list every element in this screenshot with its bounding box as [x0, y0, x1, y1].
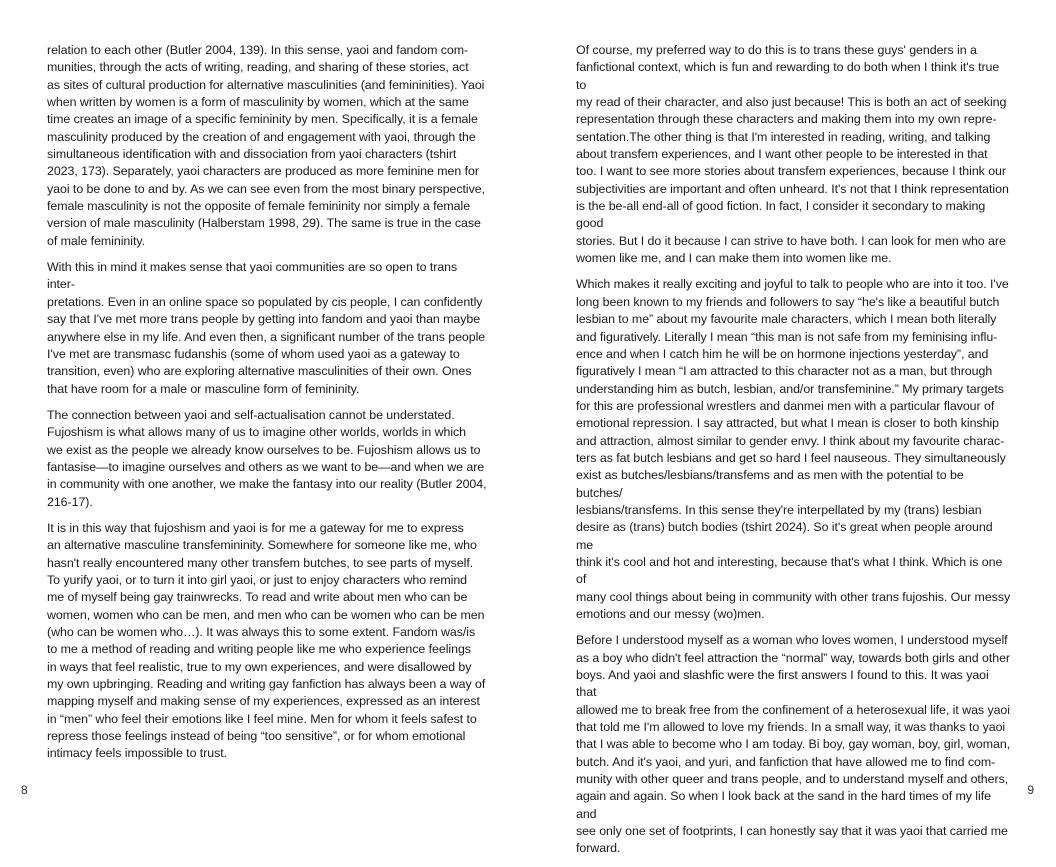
right-paragraph-1: Of course, my preferred way to do this is to trans these guys' genders in a fanfictional context, which is fun and rewarding to do both when I think it's true to my read of their character, and also just because! This is both an act of seeking representation through these characters and making them into my own repre- sentation.The other thing is that I'm interested in reading, writing, and talking about transfem experiences, and I want other people to be interested in that too. I want to see more stories about transfem experiences, because I think our subjectivities are important and often unheard. It's not that I think representation is the be-all end-all of good fiction. In fact, I consider it secondary to making good stories. But I do it because I can strive to have both. I can look for men who are women like me, and I can make them into women like me.: [576, 43, 1009, 266]
left-page-number: 8: [21, 783, 28, 797]
left-paragraph-1: relation to each other (Butler 2004, 139). In this sense, yaoi and fandom com- munities, through the acts of writing, reading, and sharing of these stories, act as sites of cultural production for alternative masculinities (and femininities). Yaoi when written by women is a form of masculinity by women, which at the same time creates an image of a specific femininity by men. Specifically, it is a female masculinity produced by the creation of and engagement with yaoi, through the simultaneous identification with and dissociation from yaoi characters (tshirt 2023, 173). Separately, yaoi characters are produced as more feminine men for yaoi to be done to and by. As we can see even from the most binary perspective, female masculinity is not the opposite of female femininity nor simply a female version of male masculinity (Halberstam 1998, 29). The same is true in the case of male femininity.: [47, 43, 486, 248]
right-page: [528, 0, 1056, 856]
left-paragraph-4: It is in this way that fujoshism and yaoi is for me a gateway for me to express an alternative masculine transfemininity. Somewhere for someone like me, who hasn't really encountered many other transfem butches, to see parts of myself. To yurify yaoi, or to turn it into girl yaoi, or just to enjoy characters who remind me of myself being gay trainwrecks. To read and write about men who can be women, women who can be men, and men who can be women who can be men (who can be women who…). It was always this to some extent. Fandom was/is to me a method of reading and writing people like me who experience feelings in ways that feel realistic, true to my own experiences, and were disallowed by my own upbringing. Reading and writing gay fanfiction has always been a way of mapping myself and making sense of my experiences, expressed as an interest in “men” who feel their emotions like I feel mine. Men for whom it feels safest to repress those feelings instead of being “too sensitive”, or for whom emotional intimacy feels impossible to trust.: [47, 520, 486, 761]
right-page-number: 9: [1027, 783, 1034, 797]
left-paragraph-3: The connection between yaoi and self-actualisation cannot be understated. Fujoshism is what allows many of us to imagine other worlds, worlds in which we exist as the people we already know ourselves to be. Fujoshism allows us to fantasise—to imagine ourselves and others as we want to be—and when we are in community with one another, we make the fantasy into our reality (Butler 2004, 216-17).: [47, 407, 487, 509]
right-paragraph-3: Before I understood myself as a woman who loves women, I understood myself as a boy who didn't feel attraction the “normal” way, towards both girls and other boys. And yaoi and slashfic were the first answers I found to this. It was yaoi that allowed me to break free from the confinement of a heterosexual life, it was yaoi that told me I'm allowed to love my friends. In a small way, it was thanks to yaoi that I was able to become who I am today. Bi boy, gay woman, boy, girl, woman, butch. And it's yaoi, and yuri, and fanfiction that have allowed me to find com- munity with other queer and trans people, and to understand myself and others, again and again. So when I look back at the sand in the hard times of my life and see only one set of footprints, I can honestly say that it was yaoi that carried me forward.: [576, 633, 1011, 856]
left-page-text-column: [47, 42, 487, 772]
left-paragraph-2: With this in mind it makes sense that yaoi communities are so open to trans inter- pretations. Even in an online space so populated by cis people, I can confidently say that I've met more trans people by getting into fandom and yaoi than maybe anywhere else in my life. And even then, a significant number of the trans people I've met are transmasc fudanshis (some of whom used yaoi as a gateway to transition, even) who are exploring alternative masculinities of their own. Ones that have room for a male or masculine form of femininity.: [47, 260, 486, 396]
right-paragraph-2: Which makes it really exciting and joyful to talk to people who are into it too. I've long been known to my friends and followers to say “he's like a beautiful butch lesbian to me” about my favourite male characters, which I mean both literally and figuratively. Literally I mean “this man is not safe from my feminising influ- ence and when I catch him he will be on hormone injections yesterday”, and figuratively I mean “I am attracted to this character not as a man, but through understanding him as butch, lesbian, and/or transfeminine.” My primary targets for this are professional wrestlers and danmei men with a particular flavour of emotional repression. I say attracted, but what I mean is closer to both kinship and attraction, almost similar to gender envy. I think about my favourite charac- ters as fat butch lesbians and get so hard I feel nauseous. They simultaneously exist as butches/lesbians/transfems and as men with the potential to be butches/ lesbians/transfems. In this sense they're interpellated by my (trans) lesbian desire as (trans) butch bodies (tshirt 2024). So it's great when people around me think it's cool and hot and interesting, because that's what I think. Which is one of many cool things about being in community with other trans fujoshis. Our messy emotions and our messy (wo)men.: [576, 277, 1011, 621]
right-page-text-column: [576, 42, 1012, 867]
left-page: [0, 0, 528, 816]
